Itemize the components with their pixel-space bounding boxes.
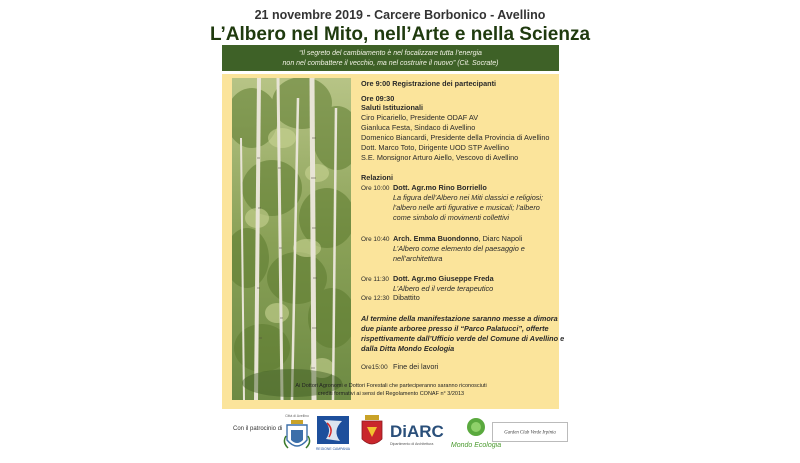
end-label: Fine dei lavori	[393, 362, 439, 371]
registration-line: Ore 9:00 Registrazione dei partecipanti	[361, 79, 497, 88]
tree-painting-svg	[232, 78, 351, 400]
credits-notice	[226, 383, 556, 398]
garden-club-text: Garden Club Verde Irpinia	[504, 430, 556, 436]
credits-line: crediti formativi ai sensi del Regolamento CONAF n° 3/2013	[317, 390, 465, 397]
avellino-crest-icon	[282, 412, 312, 454]
end-time: Ore15:00	[361, 364, 388, 371]
greeting-item: S.E. Monsignor Arturo Aiello, Vescovo di Avellino	[361, 153, 519, 162]
talk1-topic-line: come simbolo di movimenti collettivi	[393, 213, 509, 222]
quote-line-1: “Il segreto del cambiamento è nel focalizzare tutta l’energia	[299, 50, 482, 57]
diarc-subtitle: Dipartimento di Architettura	[390, 442, 434, 446]
greeting-item: Domenico Biancardi, Presidente della Provincia di Avellino	[361, 133, 550, 142]
quote-line-2: non nel combattere il vecchio, ma nel costruire il nuovo” (Cit. Socrate)	[282, 59, 499, 67]
debate-time: Ore 12:30	[361, 295, 390, 302]
provincia-crest-icon	[359, 413, 385, 453]
greetings-title: Saluti Istituzionali	[361, 103, 424, 112]
notice-line: rispettivamente dall’Ufficio verde del Comune di Avellino e	[361, 334, 565, 343]
talk3-speaker: Dott. Agr.mo Giuseppe Freda	[393, 274, 494, 283]
talk2-topic-line: L’Albero come elemento del paesaggio e	[393, 244, 525, 253]
talk2-speaker: Arch. Emma Buondonno	[393, 234, 479, 243]
greeting-item: Dott. Marco Toto, Dirigente UOD STP Avellino	[361, 143, 510, 152]
mondo-ecologia-text: Mondo Ecologia	[450, 442, 502, 449]
talk2-affiliation: , Diarc Napoli	[478, 234, 523, 243]
avellino-logo-text: Città di Avellino	[285, 414, 309, 418]
tree-painting-image	[232, 78, 351, 400]
greeting-item: Ciro Picariello, Presidente ODAF AV	[361, 113, 479, 122]
talk2-speaker-line	[393, 234, 522, 244]
debate-label: Dibattito	[393, 293, 420, 302]
talk3-time: Ore 11:30	[361, 276, 389, 283]
diarc-icon	[390, 420, 448, 450]
diarc-logo	[390, 420, 448, 450]
patronage-label: Con il patrocinio di	[233, 426, 283, 432]
campania-icon	[316, 415, 350, 453]
reports-title: Relazioni	[361, 173, 394, 182]
talk3-topic-line: L’Albero ed il verde terapeutico	[393, 284, 494, 293]
campania-logo-text: REGIONE CAMPANIA	[316, 447, 350, 451]
greeting-item: Gianluca Festa, Sindaco di Avellino	[361, 123, 476, 132]
notice-line: Al termine della manifestazione saranno messe a dimora	[361, 314, 558, 323]
garden-club-icon	[493, 423, 567, 441]
avellino-crest-logo	[282, 412, 312, 454]
credits-line: Ai Dottori Agronomi e Dottori Forestali che parteciperanno saranno riconosciuti	[295, 383, 487, 389]
talk2-time: Ore 10:40	[361, 236, 390, 243]
garden-club-logo	[492, 422, 568, 442]
event-title: L’Albero nel Mito, nell’Arte e nella Scienza	[209, 24, 591, 45]
talk1-time: Ore 10:00	[361, 185, 390, 192]
event-date-location: 21 novembre 2019 - Carcere Borbonico - Avellino	[254, 8, 546, 22]
regione-campania-logo	[316, 415, 350, 453]
patronage-footer	[222, 410, 570, 456]
diarc-wordmark: DiARC	[390, 422, 444, 441]
socrates-quote	[222, 45, 559, 71]
talk1-speaker: Dott. Agr.mo Rino Borriello	[393, 183, 487, 192]
greetings-time: Ore 09:30	[361, 94, 395, 103]
notice-line: dalla Ditta Mondo Ecologia	[361, 344, 455, 353]
talk1-topic-line: La figura dell’Albero nei Miti classici e religiosi;	[393, 193, 544, 202]
notice-line: due piante arboree presso il “Parco Palatucci”, offerte	[361, 324, 549, 333]
talk2-topic-line: nell’architettura	[393, 254, 443, 263]
talk1-topic-line: l’albero nelle arti figurative e musicali; l’albero	[393, 203, 540, 212]
provincia-avellino-logo	[359, 413, 385, 453]
